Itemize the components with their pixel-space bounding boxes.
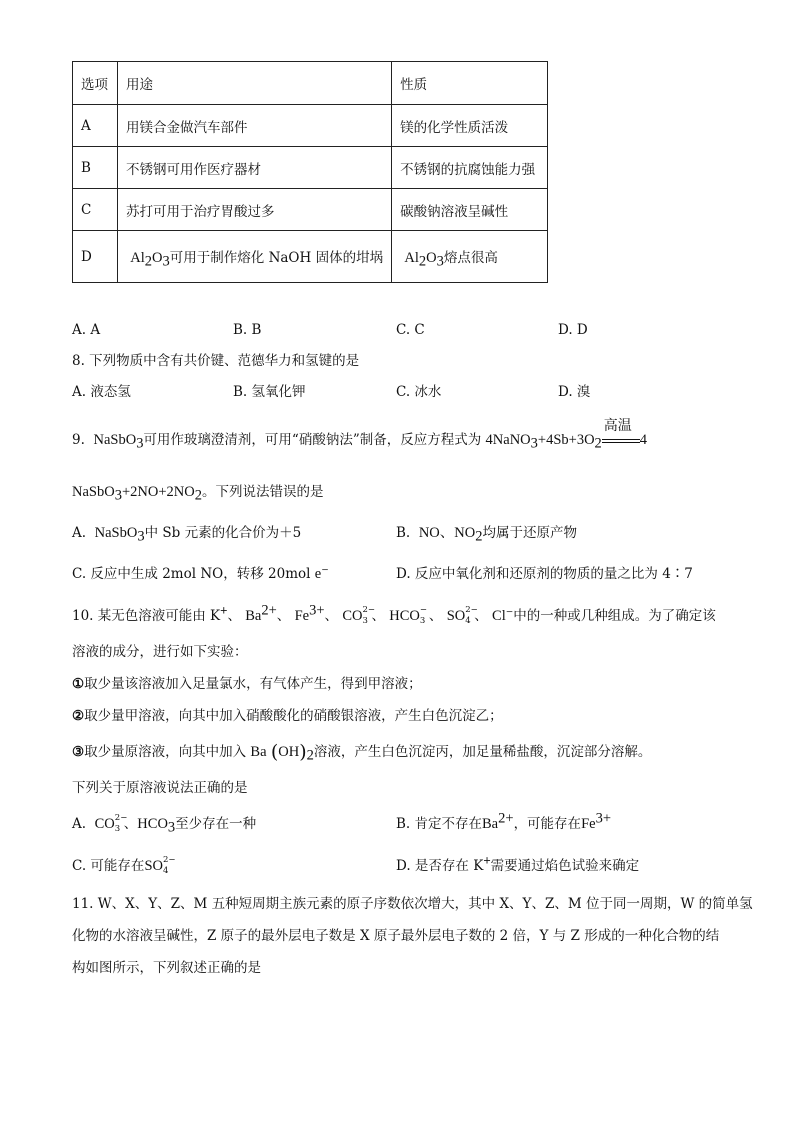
row-option: D [73,231,118,283]
q9-option-c: C. 反应中生成 2mol NO，转移 20mol e− [72,565,329,582]
row-property: 不锈钢的抗腐蚀能力强 [392,147,548,189]
row-option: A [73,105,118,147]
row-use: 不锈钢可用作医疗器材 [118,147,392,189]
row-use: 苏打可用于治疗胃酸过多 [118,189,392,231]
q10-question: 下列关于原溶液说法正确的是 [72,780,248,796]
row-use: $Al_2O_3$可用于制作熔化 NaOH 固体的坩埚 [118,231,392,283]
q10-step-2: ②取少量甲溶液，向其中加入硝酸酸化的硝酸银溶液，产生白色沉淀乙； [72,708,503,724]
q7-option-a: A. A [72,322,101,338]
header-use: 用途 [118,62,392,105]
table-row [73,189,548,231]
q9-stem-line2: $NaSbO_3+2NO+2NO_2$。下列说法错误的是 [72,484,324,504]
q10-stem-line1: 10. 某无色溶液可能由 K+、 $Ba^{2+}$、 $Fe^{3+}$、 CO 2− 3 、 HCO − 3 、 SO 2− 4 、 Cl−中的一种或几种组成。为了确定该 [72,602,716,626]
q8-option-a: A. 液态氢 [72,384,131,400]
q10-option-c: C. 可能存在SO 2− 4 [72,855,176,876]
header-property: 性质 [392,62,548,105]
row-option: B [73,147,118,189]
table-header-row [73,62,548,105]
header-option: 选项 [73,62,118,105]
q8-option-b: B. 氢氧化钾 [233,384,306,400]
q10-step-3: ③取少量原溶液，向其中加入 Ba $(OH)_2$溶液，产生白色沉淀丙，加足量稀盐酸，沉淀部分溶解。 [72,741,652,764]
row-use: 用镁合金做汽车部件 [118,105,392,147]
q9-option-b: B. NO、$NO_2$均属于还原产物 [396,525,577,545]
q10-stem-line2: 溶液的成分，进行如下实验： [72,644,248,660]
table-row [73,105,548,147]
q11-stem-line3: 构如图所示，下列叙述正确的是 [72,960,261,976]
options-table [72,61,548,283]
q7-option-d: D. D [558,322,588,338]
q10-step-1: ①取少量该溶液加入足量氯水，有气体产生，得到甲溶液； [72,676,422,692]
q9-stem-line1: 9. NaSbO$_3$可用作玻璃澄清剂，可用“硝酸钠法”制备，反应方程式为 $4NaNO_3+4Sb+3O_2$ 高温 4 [72,418,648,452]
q8-option-d: D. 溴 [558,384,591,400]
q7-option-c: C. C [396,322,425,338]
table-row [73,231,548,283]
table-row [73,147,548,189]
q11-stem-line1: 11. W、X、Y、Z、M 五种短周期主族元素的原子序数依次增大，其中 X、Y、Z、M 位于同一周期，W 的简单氢 [72,896,753,912]
q10-option-d: D. 是否存在 K+需要通过焰色试验来确定 [396,853,640,874]
q10-option-a: A. CO 2− 3 、$HCO_3$至少存在一种 [72,813,257,836]
q8-stem: 8. 下列物质中含有共价键、范德华力和氢键的是 [72,353,360,369]
q9-option-d: D. 反应中氧化剂和还原剂的物质的量之比为 4∶7 [396,566,693,582]
q9-option-a: A. NaSbO$_3$中 Sb 元素的化合价为＋5 [72,525,302,545]
row-property: 镁的化学性质活泼 [392,105,548,147]
q11-stem-line2: 化物的水溶液呈碱性，Z 原子的最外层电子数是 X 原子最外层电子数的 2 倍，Y 与 Z 形成的一种化合物的结 [72,928,720,944]
row-property: 碳酸钠溶液呈碱性 [392,189,548,231]
row-property: $Al_2O_3$熔点很高 [392,231,548,283]
reaction-arrow: 高温 [602,431,640,449]
row-option: C [73,189,118,231]
q10-option-b: B. 肯定不存在$Ba^{2+}$，可能存在$Fe^{3+}$ [396,810,611,832]
q8-option-c: C. 冰水 [396,384,442,400]
q7-option-b: B. B [233,322,262,338]
